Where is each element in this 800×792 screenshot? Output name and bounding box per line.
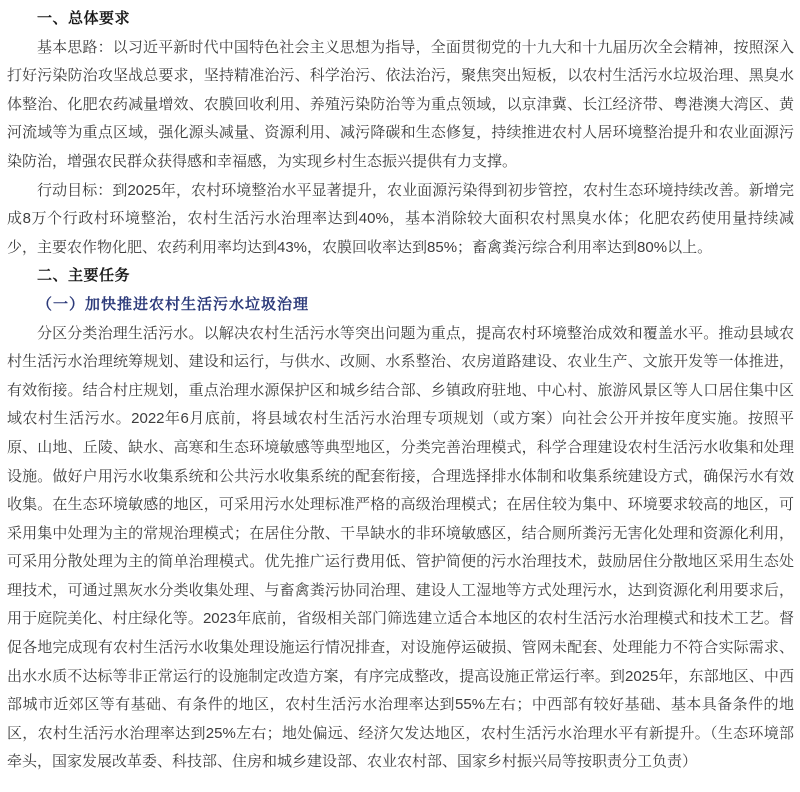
paragraph-action-goals: 行动目标：到2025年，农村环境整治水平显著提升，农业面源污染得到初步管控，农村生态环境持续改善。新增完成8万个行政村环境整治，农村生活污水治理率达到40%，基本消除较大面积农村黑臭水体；化肥农药使用量持续减少，主要农作物化肥、农药利用率均达到43%，农膜回收率达到85%；畜禽粪污综合利用率达到80%以上。 [7, 181, 794, 256]
subsection-heading-rural-sewage-garbage: （一）加快推进农村生活污水垃圾治理 [37, 296, 310, 313]
section-heading-main-tasks: 二、主要任务 [37, 267, 131, 285]
section-heading-overall-requirements: 一、总体要求 [37, 10, 131, 27]
paragraph-sewage-treatment-detail: 分区分类治理生活污水。以解决农村生活污水等突出问题为重点，提高农村环境整治成效和覆盖水平。推动县域农村生活污水治理统筹规划、建设和运行，与供水、改厕、水系整治、农房道路建设、农业生产、文旅开发等一体推进，有效衔接。结合村庄规划，重点治理水源保护区和城乡结合部、乡镇政府驻地、中心村、旅游风景区等人口居住集中区域农村生活污水。2022年6月底前，将县域农村生活污水治理专项规划（或方案）向社会公开并按年度实施。按照平原、山地、丘陵、缺水、高寒和生态环境敏感等典型地区，分类完善治理模式，科学合理建设农村生活污水收集和处理设施。做好户用污水收集系统和公共污水收集系统的配套衔接，合理选择排水体制和收集系统建设方式，确保污水有效收集。在生态环境敏感的地区，可采用污水处理标准严格的高级治理模式；在居住较为集中、环境要求较高的地区，可采用集中处理为主的常规治理模式；在居住分散、干旱缺水的非环境敏感区，结合厕所粪污无害化处理和资源化利用，可采用分散处理为主的简单治理模式。优先推广运行费用低、管护简便的污水治理技术，鼓励居住分散地区采用生态处理技术，可通过黑灰水分类收集处理、与畜禽粪污协同治理、建设人工湿地等方式处理污水，达到资源化利用要求后，用于庭院美化、村庄绿化等。2023年底前，省级相关部门筛选建立适合本地区的农村生活污水治理模式和技术工艺。督促各地完成现有农村生活污水收集处理设施运行情况排查，对设施停运破损、管网未配套、处理能力不符合实际需求、出水水质不达标等非正常运行的设施制定改造方案，有序完成整改，提高设施正常运行率。到2025年，东部地区、中西部城市近郊区等有基础、有条件的地区，农村生活污水治理率达到55%左右；中西部有较好基础、基本具备条件的地区，农村生活污水治理率达到25%左右；地处偏远、经济欠发达地区，农村生活污水治理水平有新提升。（生态环境部牵头，国家发展改革委、科技部、住房和城乡建设部、农业农村部、国家乡村振兴局等按职责分工负责） [7, 324, 794, 771]
paragraph-basic-thinking: 基本思路：以习近平新时代中国特色社会主义思想为指导，全面贯彻党的十九大和十九届历次全会精神，按照深入打好污染防治攻坚战总要求，坚持精准治污、科学治污、依法治污，聚焦突出短板，以农村生活污水垃圾治理、黑臭水体整治、化肥农药减量增效、农膜回收利用、养殖污染防治等为重点领域，以京津冀、长江经济带、粤港澳大湾区、黄河流域等为重点区域，强化源头减量、资源利用、减污降碳和生态修复，持续推进农村人居环境整治提升和农业面源污染防治，增强农民群众获得感和幸福感，为实现乡村生态振兴提供有力支撑。 [7, 38, 794, 170]
